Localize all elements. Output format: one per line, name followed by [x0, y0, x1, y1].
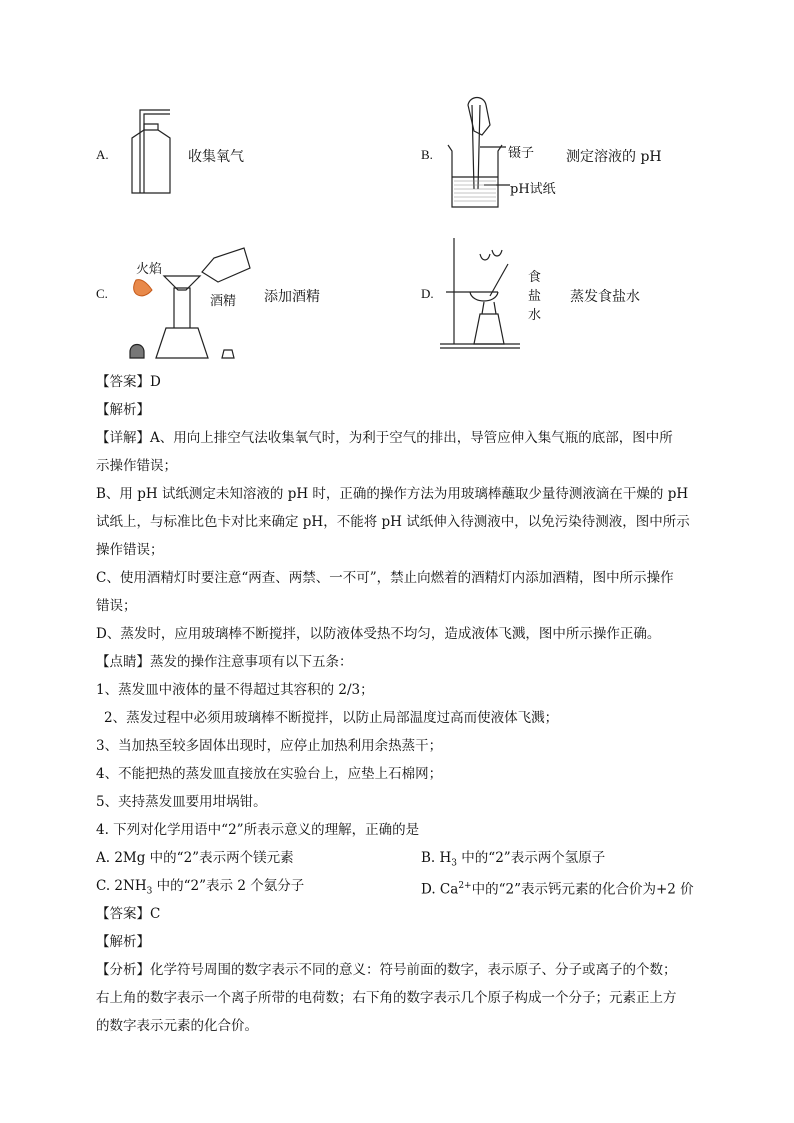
- salt-water-label-3: 水: [528, 308, 542, 323]
- detail-line-8: D、蒸发时，应用玻璃棒不断搅拌，以防液体受热不均匀，造成液体飞溅，图中所示操作正确。: [96, 626, 661, 642]
- q4-option-a: A. 2Mg 中的“2”表示两个镁元素: [96, 850, 294, 866]
- analysis-heading: 【解析】: [96, 402, 150, 418]
- detail-line-2: 示操作错误；: [96, 458, 177, 474]
- analysis-heading-2: 【解析】: [96, 934, 150, 950]
- gas-bottle-figure: [122, 108, 182, 198]
- q4-option-b: B. $H_3$ 中的“2”表示两个氢原子: [421, 850, 606, 869]
- tip-item-2: 2、蒸发过程中必须用玻璃棒不断搅拌，以防止局部温度过高而使液体飞溅；: [104, 710, 559, 726]
- answer-line: 【答案】D: [96, 374, 161, 390]
- option-b-caption: 测定溶液的 pH: [566, 149, 662, 165]
- option-d-letter: D.: [421, 286, 434, 301]
- answer-line-2: 【答案】C: [96, 906, 161, 922]
- q4-option-c: C. $2NH_3$ 中的“2”表示 2 个氨分子: [96, 878, 305, 897]
- tweezers-label: 镊子: [508, 146, 535, 161]
- option-d-caption: 蒸发食盐水: [570, 289, 640, 305]
- option-a-caption: 收集氧气: [188, 149, 244, 165]
- salt-water-label-2: 盐: [528, 289, 542, 304]
- option-c-caption: 添加酒精: [264, 289, 320, 305]
- detail-line-5: 操作错误；: [96, 542, 164, 558]
- option-a-letter: A.: [96, 147, 109, 162]
- option-b-letter: B.: [421, 147, 433, 162]
- option-c-letter: C.: [96, 286, 108, 301]
- analysis-line-1: 【分析】化学符号周围的数字表示不同的意义：符号前面的数字，表示原子、分子或离子的个数；: [96, 962, 677, 978]
- tip-item-3: 3、当加热至较多固体出现时，应停止加热利用余热蒸干；: [96, 738, 443, 754]
- tip-item-1: 1、蒸发皿中液体的量不得超过其容积的 2/3；: [96, 682, 374, 698]
- alcohol-lamp-figure: [118, 228, 258, 363]
- tip-heading: 【点睛】蒸发的操作注意事项有以下五条：: [96, 654, 353, 670]
- evaporation-figure: [436, 232, 526, 352]
- tip-item-4: 4、不能把热的蒸发皿直接放在实验台上，应垫上石棉网；: [96, 766, 443, 782]
- analysis-line-3: 的数字表示元素的化合价。: [96, 1018, 258, 1034]
- detail-line-7: 错误；: [96, 598, 137, 614]
- question-4: 4. 下列对化学用语中“2”所表示意义的理解，正确的是: [96, 822, 420, 838]
- detail-line-6: C、使用酒精灯时要注意“两查、两禁、一不可”，禁止向燃着的酒精灯内添加酒精，图中所示操作: [96, 570, 674, 586]
- flame-label: 火焰: [136, 262, 163, 277]
- salt-water-label-1: 食: [528, 270, 542, 285]
- alcohol-label: 酒精: [210, 294, 237, 309]
- q4-option-d: D. $Ca^{2+}$中的“2”表示钙元素的化合价为+2 价: [421, 881, 694, 898]
- detail-line-4: 试纸上，与标准比色卡对比来确定 pH，不能将 pH 试纸伸入待测液中，以免污染待测液，图中所示: [96, 514, 690, 530]
- tip-item-5: 5、夹持蒸发皿要用坩埚钳。: [96, 794, 267, 810]
- detail-line-1: 【详解】A、用向上排空气法收集氧气时，为利于空气的排出，导管应伸入集气瓶的底部，图中所: [96, 430, 673, 446]
- ph-paper-label: pH试纸: [510, 182, 556, 197]
- analysis-line-2: 右上角的数字表示一个离子所带的电荷数；右下角的数字表示几个原子构成一个分子；元素正上方: [96, 990, 677, 1006]
- detail-line-3: B、用 pH 试纸测定未知溶液的 pH 时，正确的操作方法为用玻璃棒蘸取少量待测液滴在干燥的 pH: [96, 486, 689, 502]
